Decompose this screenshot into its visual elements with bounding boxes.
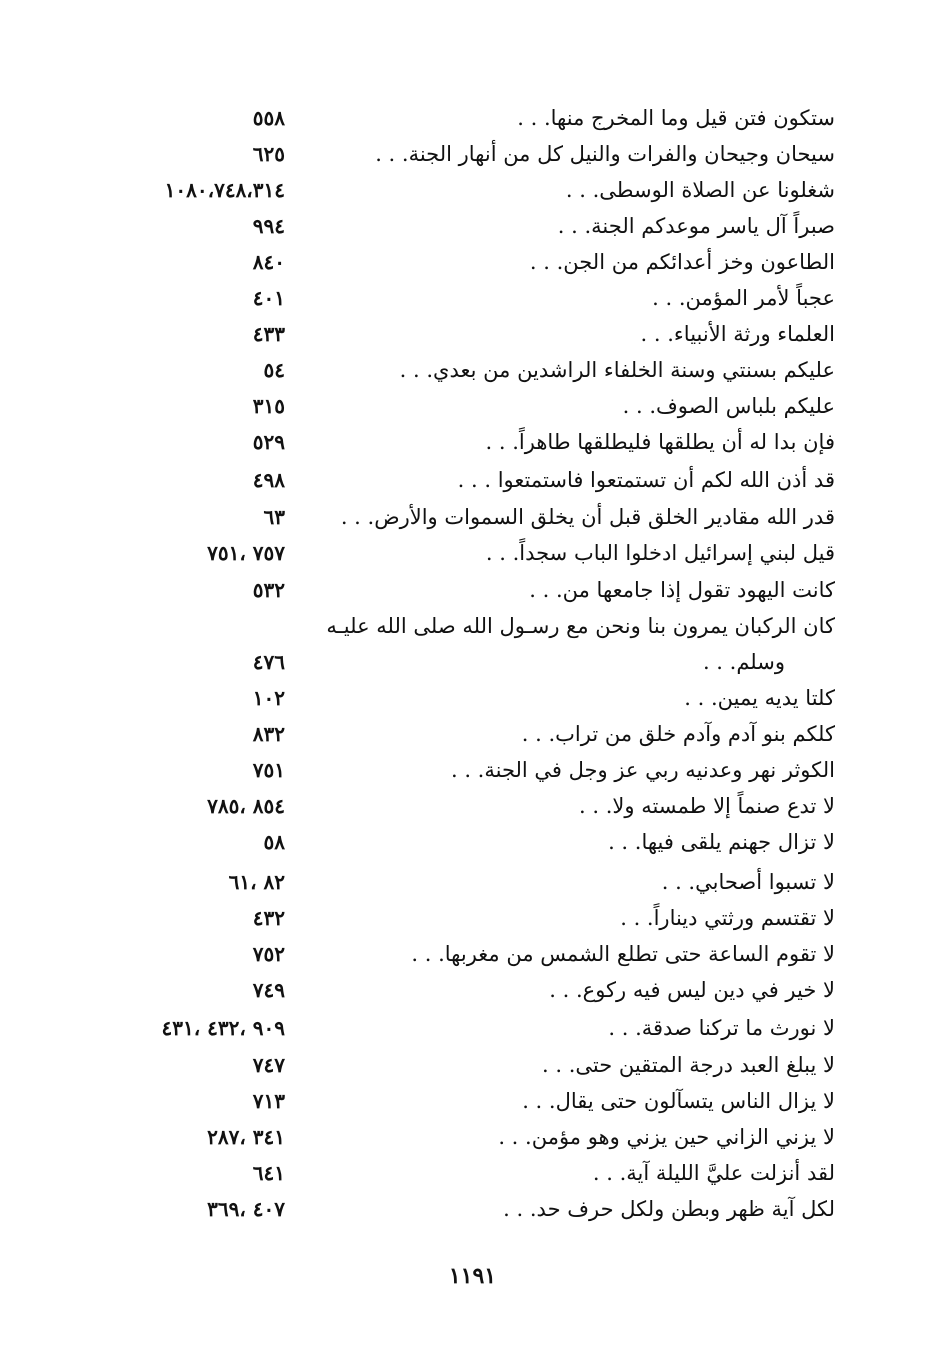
index-row: [0, 316, 945, 352]
page-references: ٨٣٢: [252, 722, 285, 746]
index-row: [0, 824, 945, 860]
page-references: ٨٤٠: [252, 250, 285, 274]
page-references: ٥٣٢: [252, 578, 285, 602]
hadith-text: كلكم بنو آدم وآدم خلق من تراب. . .: [521, 722, 835, 746]
page-references: ١٠٨٠،٧٤٨،٣١٤: [164, 178, 285, 202]
page-references: ٥٨: [263, 830, 285, 854]
hadith-text: لا يبلغ العبد درجة المتقين حتى. . .: [542, 1053, 835, 1077]
page-references: ٧١٣: [252, 1089, 285, 1113]
hadith-text: شغلونا عن الصلاة الوسطى. . .: [565, 178, 835, 202]
index-row: [0, 972, 945, 1008]
hadith-text: قد أذن الله لكم أن تستمتعوا فاستمتعوا . . .: [457, 468, 835, 492]
hadith-text: عليكم بسنتي وسنة الخلفاء الراشدين من بعدي. . .: [399, 358, 835, 382]
page-references: ١٠٢: [252, 686, 285, 710]
index-row: [0, 936, 945, 972]
page-references: ٥٢٩: [252, 430, 285, 454]
hadith-text: صبراً آل ياسر موعدكم الجنة. . .: [557, 214, 835, 238]
index-row: [0, 424, 945, 460]
hadith-text: الطاعون وخز أعدائكم من الجن. . .: [529, 250, 835, 274]
index-row: [0, 535, 945, 571]
index-row: [0, 280, 945, 316]
page-references: ٦٣: [263, 505, 285, 529]
index-row: [0, 788, 945, 824]
index-row: [0, 462, 945, 498]
hadith-text: كلتا يديه يمين. . .: [684, 686, 835, 710]
hadith-text: لا يزني الزاني حين يزني وهو مؤمن. . .: [498, 1125, 835, 1149]
page-references: ٧٥٢: [252, 942, 285, 966]
hadith-text: لكل آية ظهر وبطن ولكل حرف حد. . .: [503, 1197, 835, 1221]
page-references: ٣١٥: [252, 394, 285, 418]
index-row: [0, 1191, 945, 1227]
index-row: [0, 1155, 945, 1191]
page-references: ٤٧٦: [252, 650, 285, 674]
page-references: ٤٠٧ ،٣٦٩: [207, 1197, 285, 1221]
index-row: [0, 1047, 945, 1083]
page-number: ١١٩١: [448, 1263, 497, 1289]
index-row: [0, 172, 945, 208]
hadith-text: لقد أنزلت عليَّ الليلة آية. . .: [592, 1161, 835, 1185]
page-references: ٦٢٥: [252, 142, 285, 166]
hadith-text: فإن بدا له أن يطلقها فليطلقها طاهراً. . .: [485, 430, 835, 454]
index-row: [0, 572, 945, 608]
page-references: ٧٥٧ ،٧٥١: [207, 541, 285, 565]
index-row: [0, 864, 945, 900]
index-row: [0, 499, 945, 535]
index-row: [0, 1010, 945, 1046]
page-references: ٨٥٤ ،٧٨٥: [207, 794, 285, 818]
hadith-text: ستكون فتن قيل وما المخرج منها. . .: [517, 106, 835, 130]
page-references: ٩٠٩ ،٤٣٢ ،٤٣١: [161, 1016, 285, 1040]
index-row: [0, 1119, 945, 1155]
page-references: ٦٤١: [252, 1161, 285, 1185]
index-row: [0, 208, 945, 244]
hadith-text-continuation: وسلم. . .: [702, 650, 785, 674]
hadith-text: كان الركبان يمرون بنا ونحن مع رسـول الله صلى الله عليـه: [326, 614, 835, 638]
index-row: [0, 608, 945, 644]
page-references: ٨٢ ،٦١: [228, 870, 285, 894]
hadith-text: لا تسبوا أصحابي. . .: [661, 870, 835, 894]
index-row: [0, 352, 945, 388]
index-row: [0, 680, 945, 716]
hadith-text: لا يزال الناس يتسآلون حتى يقال. . .: [522, 1089, 835, 1113]
hadith-text: لا تزال جهنم يلقى فيها. . .: [608, 830, 835, 854]
hadith-text: عليكم بلباس الصوف. . .: [622, 394, 835, 418]
index-row: [0, 388, 945, 424]
hadith-text: لا تدع صنماً إلا طمسته ولا. . .: [579, 794, 835, 818]
hadith-text: لا تقوم الساعة حتى تطلع الشمس من مغربها. . .: [411, 942, 835, 966]
page-references: ٧٤٩: [252, 978, 285, 1002]
index-row: [0, 244, 945, 280]
hadith-text: قدر الله مقادير الخلق قبل أن يخلق السموات والأرض. . .: [340, 505, 835, 529]
hadith-text: لا تقتسم ورثتي ديناراً. . .: [620, 906, 835, 930]
page-references: ٥٥٨: [252, 106, 285, 130]
index-row: [0, 100, 945, 136]
hadith-text: لا خير في دين ليس فيه ركوع. . .: [549, 978, 835, 1002]
hadith-text: كانت اليهود تقول إذا جامعها من. . .: [529, 578, 835, 602]
page-references: ٧٥١: [252, 758, 285, 782]
hadith-text: سيحان وجيحان والفرات والنيل كل من أنهار الجنة. . .: [375, 142, 835, 166]
index-row: [0, 136, 945, 172]
index-row-continuation: [0, 644, 945, 680]
hadith-text: لا نورث ما تركنا صدقة. . .: [608, 1016, 835, 1040]
page-references: ٩٩٤: [252, 214, 285, 238]
hadith-text: العلماء ورثة الأنبياء. . .: [640, 322, 835, 346]
page-references: ٤٠١: [252, 286, 285, 310]
hadith-text: قيل لبني إسرائيل ادخلوا الباب سجداً. . .: [485, 541, 835, 565]
hadith-text: عجباً لأمر المؤمن. . .: [652, 286, 835, 310]
page-references: ٥٤: [263, 358, 285, 382]
page-references: ٤٩٨: [252, 468, 285, 492]
page-references: ٧٤٧: [252, 1053, 285, 1077]
hadith-text: الكوثر نهر وعدنيه ربي عز وجل في الجنة. . .: [450, 758, 835, 782]
index-row: [0, 900, 945, 936]
page-references: ٣٤١ ،٢٨٧: [207, 1125, 285, 1149]
index-row: [0, 1083, 945, 1119]
page-references: ٤٣٣: [252, 322, 285, 346]
page-references: ٤٣٢: [252, 906, 285, 930]
index-row: [0, 752, 945, 788]
index-row: [0, 716, 945, 752]
